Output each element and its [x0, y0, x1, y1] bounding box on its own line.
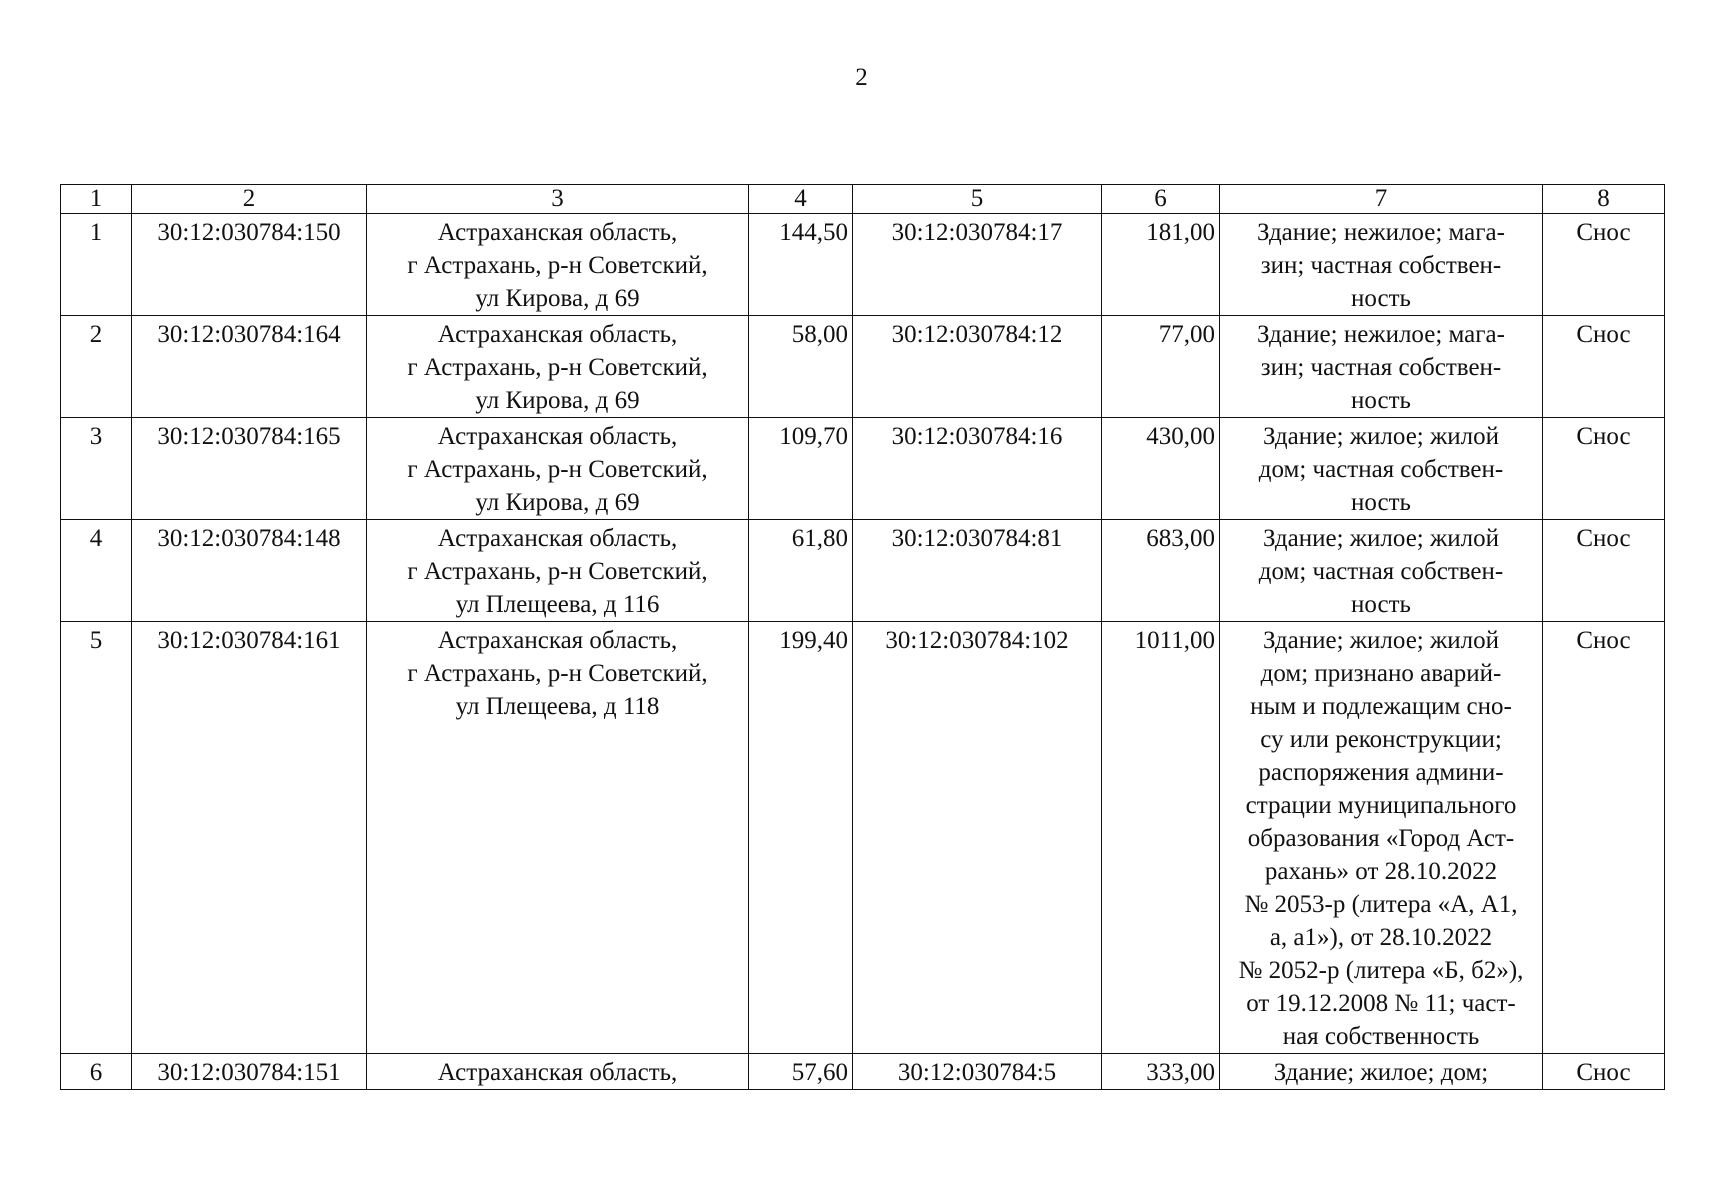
description-cell [1220, 1054, 1543, 1090]
description-line: Здание; жилое; жилой [1263, 423, 1499, 450]
description-line: № 2052-р (литера «Б, б2»), [1238, 957, 1524, 984]
land-cadastral-number: 30:12:030784:16 [853, 418, 1102, 520]
address-line: ул Плещеева, д 116 [455, 591, 660, 618]
description-line: зин; частная собствен- [1260, 354, 1502, 381]
table-header-row [61, 185, 1665, 214]
description-line: распоряжения админи- [1258, 759, 1504, 786]
description-line: ная собственность [1282, 1023, 1480, 1050]
row-number: 5 [61, 622, 132, 1054]
table-row [61, 520, 1665, 622]
description-line: Здание; жилое; жилой [1263, 525, 1499, 552]
description-line: Здание; нежилое; мага- [1257, 219, 1505, 246]
description-line: дом; частная собствен- [1258, 558, 1504, 585]
building-area: 144,50 [749, 214, 853, 316]
table-row [61, 622, 1665, 1054]
description-line: ность [1351, 591, 1411, 618]
table-row [61, 214, 1665, 316]
cadastral-number: 30:12:030784:165 [132, 418, 367, 520]
description-line: ным и подлежащим сно- [1250, 693, 1512, 720]
description-line: а, а1»), от 28.10.2022 [1269, 924, 1493, 951]
description-line: рахань» от 28.10.2022 [1264, 858, 1498, 885]
address-cell [367, 1054, 749, 1090]
land-area: 333,00 [1102, 1054, 1220, 1090]
address-line: ул Кирова, д 69 [475, 489, 640, 516]
address-line: г Астрахань, р-н Советский, [407, 456, 708, 483]
land-cadastral-number: 30:12:030784:102 [853, 622, 1102, 1054]
address-line: Астраханская область, [437, 627, 678, 654]
address-line: Астраханская область, [437, 321, 678, 348]
address-line: г Астрахань, р-н Советский, [407, 354, 708, 381]
action-cell: Снос [1543, 316, 1665, 418]
header-cell: 7 [1220, 185, 1543, 214]
land-area: 77,00 [1102, 316, 1220, 418]
description-line: су или реконструкции; [1260, 726, 1502, 753]
description-line: от 19.12.2008 № 11; част- [1246, 990, 1516, 1017]
header-cell: 6 [1102, 185, 1220, 214]
description-line: ность [1351, 285, 1411, 312]
description-cell [1220, 418, 1543, 520]
action-cell: Снос [1543, 520, 1665, 622]
objects-table [60, 184, 1665, 1090]
description-line: дом; частная собствен- [1258, 456, 1504, 483]
description-line: страции муниципального [1245, 792, 1517, 819]
action-cell: Снос [1543, 214, 1665, 316]
land-cadastral-number: 30:12:030784:5 [853, 1054, 1102, 1090]
land-area: 1011,00 [1102, 622, 1220, 1054]
address-line: ул Кирова, д 69 [475, 285, 640, 312]
address-line: г Астрахань, р-н Советский, [407, 252, 708, 279]
header-cell: 2 [132, 185, 367, 214]
address-line: ул Плещеева, д 118 [455, 693, 660, 720]
header-cell: 3 [367, 185, 749, 214]
action-cell: Снос [1543, 418, 1665, 520]
description-line: ность [1351, 489, 1411, 516]
address-cell [367, 622, 749, 1054]
header-cell: 5 [853, 185, 1102, 214]
address-cell [367, 214, 749, 316]
building-area: 61,80 [749, 520, 853, 622]
description-cell [1220, 520, 1543, 622]
cadastral-number: 30:12:030784:161 [132, 622, 367, 1054]
land-area: 181,00 [1102, 214, 1220, 316]
header-cell: 8 [1543, 185, 1665, 214]
land-cadastral-number: 30:12:030784:12 [853, 316, 1102, 418]
address-line: ул Кирова, д 69 [475, 387, 640, 414]
description-line: дом; признано аварий- [1260, 660, 1502, 687]
address-line: Астраханская область, [437, 1059, 678, 1086]
row-number: 4 [61, 520, 132, 622]
table-row [61, 418, 1665, 520]
address-line: г Астрахань, р-н Советский, [407, 660, 708, 687]
row-number: 2 [61, 316, 132, 418]
row-number: 6 [61, 1054, 132, 1090]
address-line: Астраханская область, [437, 525, 678, 552]
address-cell [367, 316, 749, 418]
description-line: зин; частная собствен- [1260, 252, 1502, 279]
description-cell [1220, 622, 1543, 1054]
cadastral-number: 30:12:030784:164 [132, 316, 367, 418]
address-cell [367, 418, 749, 520]
address-line: Астраханская область, [437, 423, 678, 450]
building-area: 109,70 [749, 418, 853, 520]
description-line: образования «Город Аст- [1247, 825, 1515, 852]
cadastral-number: 30:12:030784:148 [132, 520, 367, 622]
cadastral-number: 30:12:030784:151 [132, 1054, 367, 1090]
description-line: Здание; жилое; жилой [1263, 627, 1499, 654]
header-cell: 1 [61, 185, 132, 214]
land-cadastral-number: 30:12:030784:17 [853, 214, 1102, 316]
header-cell: 4 [749, 185, 853, 214]
land-area: 430,00 [1102, 418, 1220, 520]
table-row [61, 1054, 1665, 1090]
description-line: ность [1351, 387, 1411, 414]
description-cell [1220, 214, 1543, 316]
building-area: 58,00 [749, 316, 853, 418]
address-cell [367, 520, 749, 622]
building-area: 199,40 [749, 622, 853, 1054]
row-number: 1 [61, 214, 132, 316]
land-area: 683,00 [1102, 520, 1220, 622]
description-cell [1220, 316, 1543, 418]
description-line: Здание; нежилое; мага- [1257, 321, 1505, 348]
land-cadastral-number: 30:12:030784:81 [853, 520, 1102, 622]
description-line: № 2053-р (литера «А, А1, [1244, 891, 1518, 918]
building-area: 57,60 [749, 1054, 853, 1090]
action-cell: Снос [1543, 622, 1665, 1054]
address-line: Астраханская область, [437, 219, 678, 246]
cadastral-number: 30:12:030784:150 [132, 214, 367, 316]
description-line: Здание; жилое; дом; [1273, 1059, 1489, 1086]
table-row [61, 316, 1665, 418]
page-number: 2 [855, 64, 868, 91]
row-number: 3 [61, 418, 132, 520]
address-line: г Астрахань, р-н Советский, [407, 558, 708, 585]
action-cell: Снос [1543, 1054, 1665, 1090]
